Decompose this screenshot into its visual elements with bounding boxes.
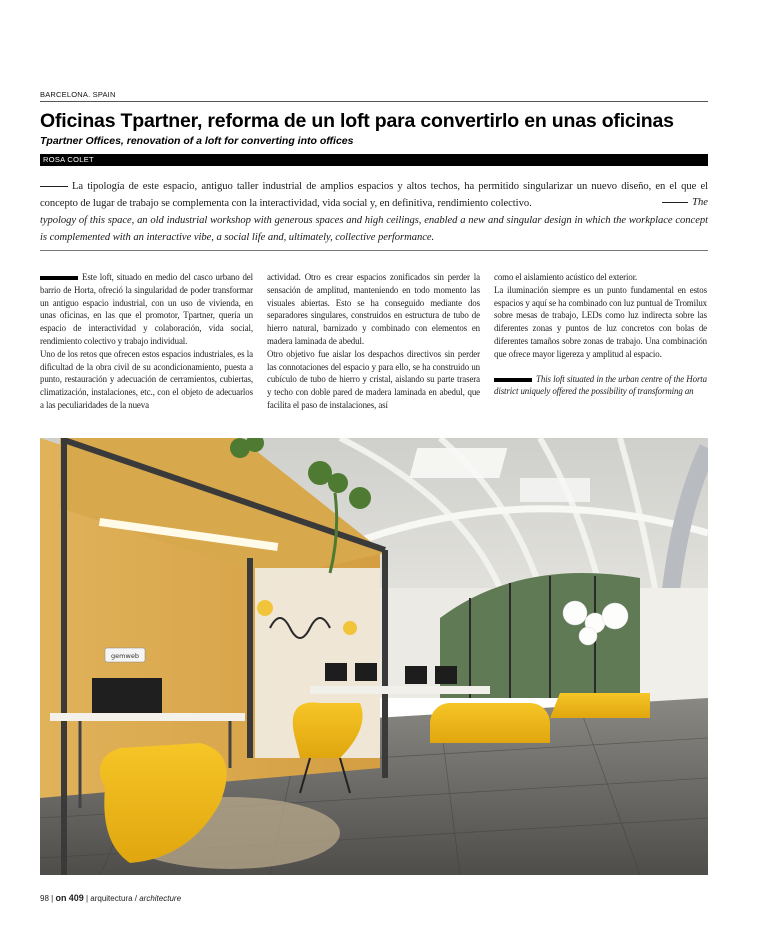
article-title: Oficinas Tpartner, reforma de un loft para convertirlo en unas oficinas [40,110,674,132]
col2-paragraph-2: Otro objetivo fue aislar los despachos directivos sin perder las connotaciones del espacio y para ello, se ha construido un cubículo de tubo de hierro y cristal, aislando su parte trasera y techo con doble pared de madera laminada en abedul, que facilita el paso de instalaciones, así [267,348,480,410]
article-subtitle: Tpartner Offices, renovation of a loft for converting into offices [40,135,354,147]
header-rule [40,101,708,102]
page-footer [40,893,181,903]
office-interior-illustration [40,438,708,875]
page-number: 98 [40,894,49,903]
body-column-2 [267,271,480,412]
footer-separator-2: | [85,894,89,903]
col1-paragraph-2: Uno de los retos que ofrecen estos espacios industriales, es la dificultad de la obra civil de su acondicionamiento, puesta a punto, restauración y adecuación de cerramientos, cubiertas, climatización, instalaciones, etc., con el objeto de adecuarlos a las peculiaridades de la nueva [40,348,253,410]
kicker-location: BARCELONA. SPAIN [40,90,116,99]
col2-paragraph-1: actividad. Otro es crear espacios zonificados sin perder la sensación de amplitud, manteniendo en todo momento las visuales abiertas. Esto se ha conseguido mediante dos separadores singulares, construidos en estructura de tubo de hierro natural, barnizado y combinado con elementos en madera laminada de abedul. [267,272,480,346]
section-spanish: arquitectura [90,894,133,903]
intro-english: typology of this space, an old industrial workshop with generous spaces and high ceilings, enabled a new and singular design in which the workplace concept is complemented with an interactive vibe, a social life and, ultimately, collective performance. [40,215,708,243]
intro-en-lead-text: The [692,197,708,208]
col3-paragraph-1: como el aislamiento acústico del exterior. [494,272,638,282]
office-photo [40,438,708,875]
section-slash: / [134,894,137,903]
intro-english-lead [658,194,708,211]
body-column-3 [494,271,707,398]
col1-paragraph-1: Este loft, situado en medio del casco urbano del barrio de Horta, ofreció la singularidad de poder transformar un antiguo espacio industrial, con un uso de vivienda, en unas oficinas, en las que el promotor, Tpartner, quería un espacio de interactividad y colaboración, vida social, rendimiento colectivo y trabajo individual. [40,272,253,346]
footer-separator: | [51,894,54,903]
paragraph-marker-en [494,378,532,382]
paragraph-marker [40,276,78,280]
intro-spanish [40,178,708,212]
intro-es-text: La tipología de este espacio, antiguo taller industrial de amplios espacios y altos techos, ha permitido singularizar un nuevo diseño, en el que el concepto de lugar de trabajo se complementa con la interactividad, vida social y, en definitiva, rendimiento colectivo. [40,181,708,209]
intro-en-dash [662,202,688,203]
col3-paragraph-english: This loft situated in the urban centre of the Horta district uniquely offered the possibility of transforming an [494,373,707,397]
issue-number: 409 [68,893,84,903]
magazine-brand: on [55,893,67,903]
gemweb-sign: gemweb [111,652,139,660]
col3-paragraph-2: La iluminación siempre es un punto fundamental en estos espacios y aquí se ha combinado con luz puntual de Tromilux sobre mesas de trabajo, LEDs como luz indirecta sobre las diferentes zonas y puntos de luz concretos con bolas de diferentes tamaños sobre zonas de trabajo. Una combinación que ofrece mayor ligereza y amplitud al espacio. [494,284,707,359]
section-english: architecture [139,894,182,903]
author-name: ROSA COLET [43,155,94,164]
author-bar [40,154,708,166]
intro-rule [40,250,708,251]
body-column-1 [40,271,253,412]
intro-dash [40,186,68,187]
